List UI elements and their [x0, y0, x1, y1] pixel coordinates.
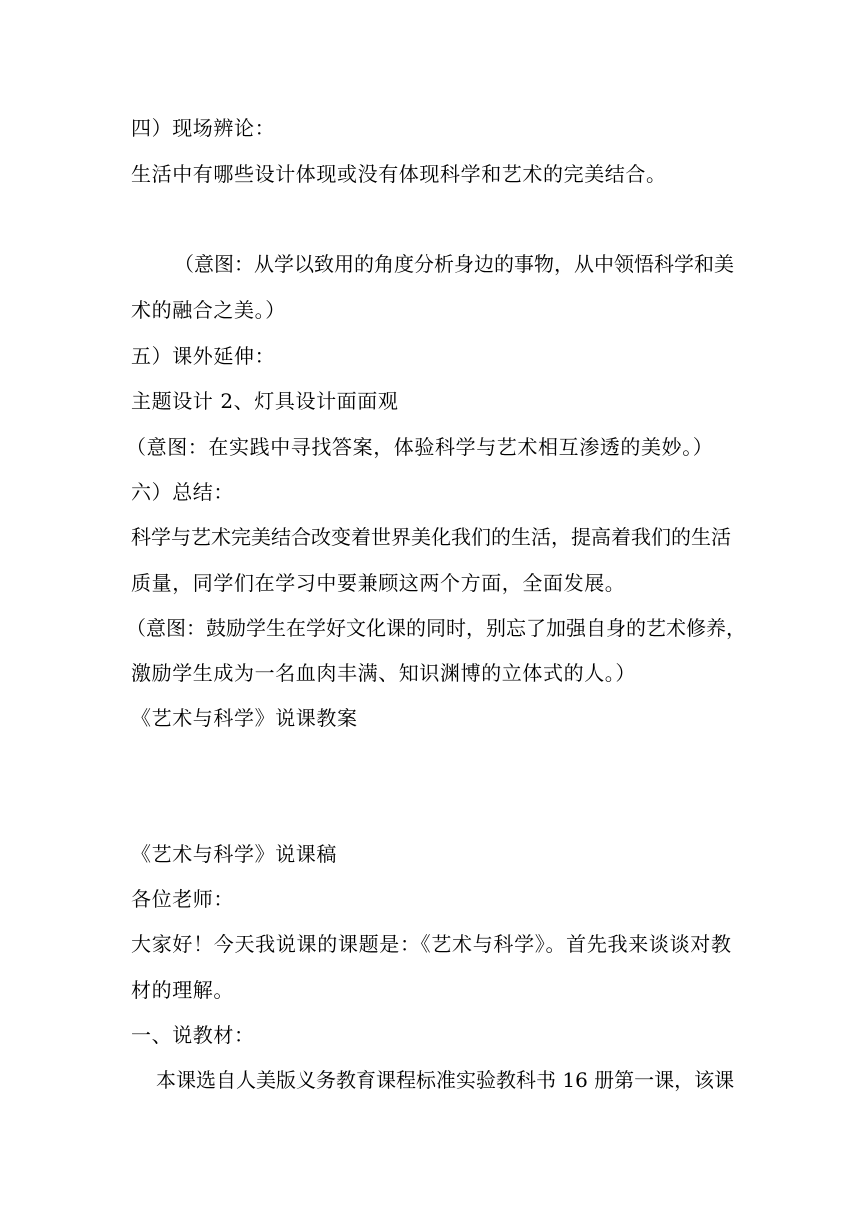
paragraph-intent-2: （意图：在实践中寻找答案，体验科学与艺术相互渗透的美妙。） [126, 435, 714, 459]
title-lesson-plan: 《艺术与科学》说课教案 [131, 706, 358, 730]
paragraph-intent-1-line-1: （意图：从学以致用的角度分析身边的事物，从中领悟科学和美 [174, 252, 734, 276]
paragraph-summary-line-1: 科学与艺术完美结合改变着世界美化我们的生活，提高着我们的生活 [131, 525, 731, 549]
paragraph-debate-question: 生活中有哪些设计体现或没有体现科学和艺术的完美结合。 [131, 162, 667, 186]
paragraph-intro-line-2: 材的理解。 [131, 978, 234, 1002]
greeting: 各位老师： [131, 887, 234, 911]
paragraph-intent-3-line-1: （意图：鼓励学生在学好文化课的同时，别忘了加强自身的艺术修养， [126, 616, 746, 640]
heading-summary: 六）总结： [131, 480, 234, 504]
paragraph-intent-1-line-2: 术的融合之美。） [131, 298, 286, 322]
paragraph-intro-line-1: 大家好！今天我说课的课题是：《艺术与科学》。首先我来谈谈对教 [131, 932, 731, 956]
title-lesson-script: 《艺术与科学》说课稿 [131, 842, 337, 866]
heading-extension: 五）课外延伸： [131, 344, 276, 368]
paragraph-textbook-line-1: 本课选自人美版义务教育课程标准实验教科书 16 册第一课，该课 [156, 1068, 735, 1092]
paragraph-theme-design: 主题设计 2、灯具设计面面观 [131, 389, 399, 413]
paragraph-intent-3-line-2: 激励学生成为一名血肉丰满、知识渊博的立体式的人。） [131, 661, 636, 685]
heading-textbook: 一、说教材： [131, 1023, 255, 1047]
heading-debate: 四）现场辨论： [131, 116, 276, 140]
paragraph-summary-line-2: 质量，同学们在学习中要兼顾这两个方面，全面发展。 [131, 571, 626, 595]
